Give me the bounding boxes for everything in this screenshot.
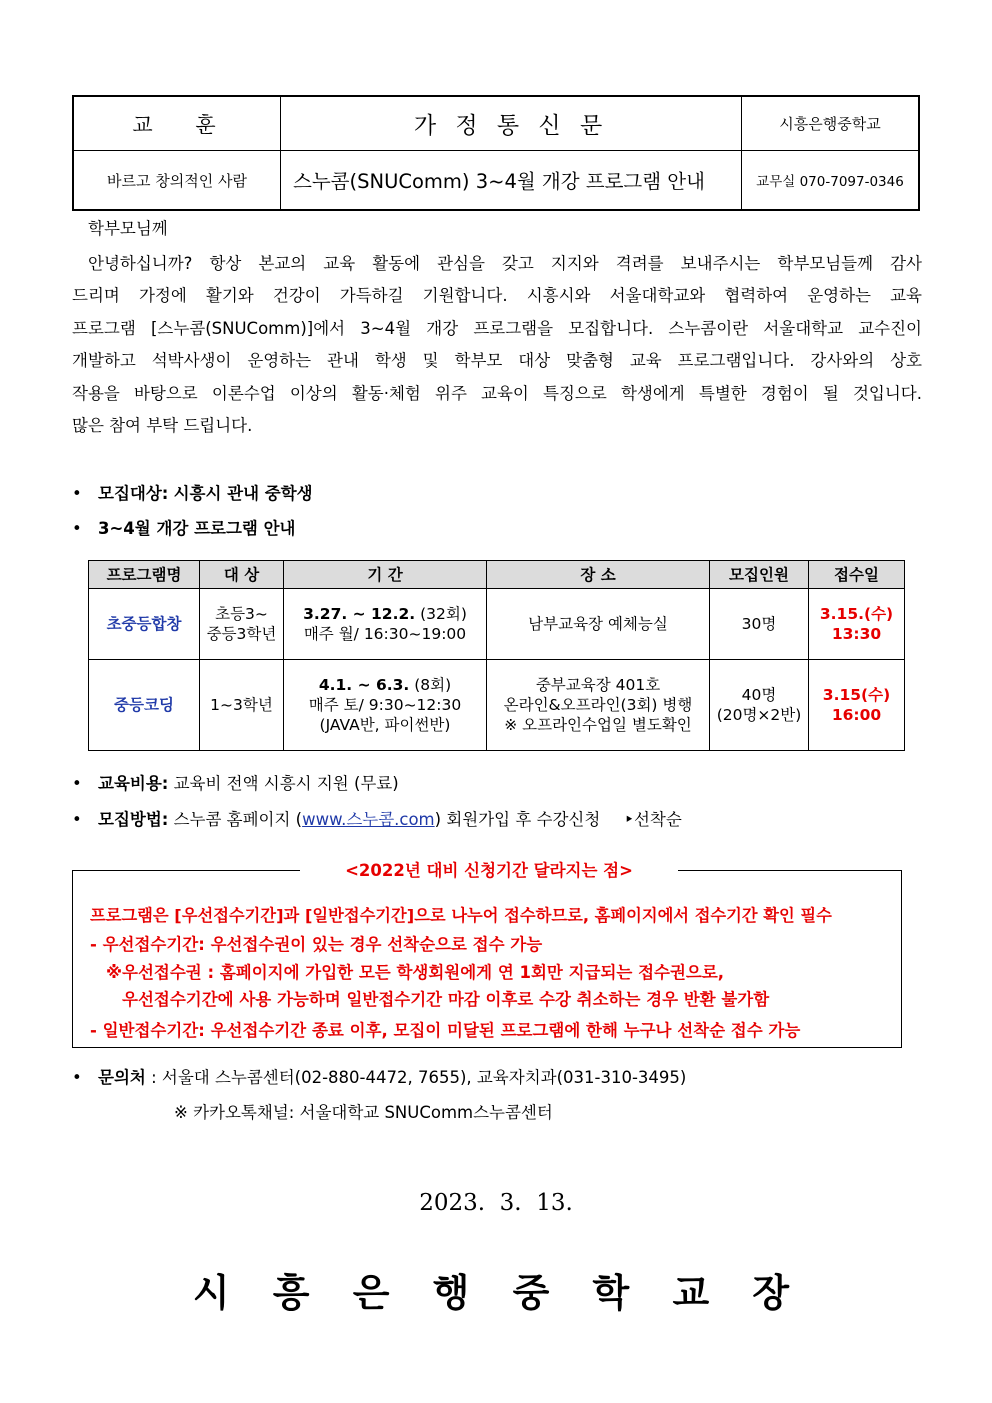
period-cell: 4.1. ~ 6.3. (8회) xyxy=(318,676,452,694)
apply-date: 3.15.(수) xyxy=(819,605,894,623)
bullet-dot: • xyxy=(72,1068,82,1087)
body-line: 안녕하십니까? 항상 본교의 교육 활동에 관심을 갖고 지지와 격려를 보내주시는 학부모님들께 감사 xyxy=(88,254,922,273)
header-table xyxy=(72,95,920,211)
page-title: 가 정 통 신 문 xyxy=(413,113,609,139)
homepage-link[interactable]: www.스누콤.com xyxy=(302,810,435,829)
header-cell: 장 소 xyxy=(487,561,710,589)
bullet-dot: • xyxy=(72,519,82,538)
capacity-cell: 30명 xyxy=(741,615,777,633)
apply-time: 13:30 xyxy=(831,625,882,643)
body-line: 프로그램 [스누콤(SNUComm)]에서 3~4월 개강 프로그램을 모집합니다. 스누콤이란 서울대학교 교수진이 xyxy=(72,318,922,338)
place-cell: 중부교육장 401호 xyxy=(535,676,661,694)
notice-line: 프로그램은 [우선접수기간]과 [일반접수기간]으로 나누어 접수하므로, 홈페이지에서 접수기간 확인 필수 xyxy=(90,906,832,925)
table-header-row xyxy=(89,561,905,589)
bullet-contact xyxy=(72,1067,686,1089)
motto-label: 교 훈 xyxy=(132,112,222,137)
notice-line: 우선접수기간에 사용 가능하며 일반접수기간 마감 이후로 수강 취소하는 경우 반환 불가함 xyxy=(122,990,770,1009)
program-name: 초중등합창 xyxy=(106,615,182,633)
signature-principal: 시 흥 은 행 중 학 교 장 xyxy=(192,1271,800,1315)
period-cell: 3.27. ~ 12.2. (32회) xyxy=(303,605,467,623)
place-cell: 남부교육장 예체능실 xyxy=(528,615,668,633)
table-row xyxy=(89,589,905,660)
contact-value: : 서울대 스누콤센터(02-880-4472, 7655), 교육자치과(031-310-3495) xyxy=(151,1068,687,1087)
target-value: 시흥시 관내 중학생 xyxy=(173,484,313,503)
program-name: 중등코딩 xyxy=(114,696,174,714)
kakao-channel: ※ 카카오톡채널: 서울대학교 SNUComm스누콤센터 xyxy=(174,1103,553,1122)
bullet-dot: • xyxy=(72,484,82,503)
table-row xyxy=(89,660,905,751)
issue-date: 2023. 3. 13. xyxy=(419,1190,573,1216)
notice-line: - 우선접수기간: 우선접수권이 있는 경우 선착순으로 접수 가능 xyxy=(90,935,543,954)
bullet-method xyxy=(72,809,682,831)
header-cell: 접수일 xyxy=(809,561,905,589)
greeting: 학부모님께 xyxy=(88,219,168,238)
school-motto: 바르고 창의적인 사람 xyxy=(107,171,247,190)
capacity-cell: 40명 xyxy=(741,686,777,704)
first-come-note: ‣선착순 xyxy=(624,810,682,829)
school-name: 시흥은행중학교 xyxy=(779,115,881,133)
place-note: ※ 오프라인수업일 별도확인 xyxy=(504,716,692,734)
header-cell: 대 상 xyxy=(200,561,284,589)
bullet-dot: • xyxy=(72,810,82,829)
cost-value: 교육비 전액 시흥시 지원 (무료) xyxy=(173,774,399,793)
notice-line: - 일반접수기간: 우선접수기간 종료 이후, 모집이 미달된 프로그램에 한해 누구나 선착순 접수 가능 xyxy=(90,1021,801,1040)
body-line: 개발하고 석박사생이 운영하는 관내 학생 및 학부모 대상 맞춤형 교육 프로그램입니다. 강사와의 상호 xyxy=(72,351,922,371)
body-line: 작용을 바탕으로 이론수업 이상의 활동·체험 위주 교육이 특징으로 학생에게 특별한 경험이 될 것입니다. xyxy=(72,383,922,403)
period-note: (JAVA반, 파이썬반) xyxy=(319,716,451,734)
contact-label: 문의처 xyxy=(98,1068,146,1087)
body-paragraph xyxy=(72,248,922,442)
notice-line: ※우선접수권 : 홈페이지에 가입한 모든 학생회원에게 연 1회만 지급되는 접수권으로, xyxy=(106,963,725,982)
body-line: 드리며 가정에 활기와 건강이 가득하길 기원합니다. 시흥시와 서울대학교와 협력하여 운영하는 교육 xyxy=(72,286,922,306)
period-schedule: 매주 월/ 16:30~19:00 xyxy=(303,625,467,643)
apply-time: 16:00 xyxy=(831,706,882,724)
program-heading: 3~4월 개강 프로그램 안내 xyxy=(98,519,296,538)
header-cell: 프로그램명 xyxy=(89,561,200,589)
body-line: 많은 참여 부탁 드립니다. xyxy=(72,416,253,436)
target-label: 모집대상: xyxy=(98,484,169,503)
target-cell: 중등3학년 xyxy=(206,625,277,643)
bullet-cost xyxy=(72,773,399,795)
period-schedule: 매주 토/ 9:30~12:30 xyxy=(308,696,462,714)
target-cell: 1~3학년 xyxy=(210,696,273,714)
method-text: ) 회원가입 후 수강신청 xyxy=(434,810,601,829)
cost-label: 교육비용: xyxy=(98,774,169,793)
document-subject: 스누콤(SNUComm) 3~4월 개강 프로그램 안내 xyxy=(293,170,705,193)
header-cell: 모집인원 xyxy=(710,561,809,589)
notice-title: <2022년 대비 신청기간 달라지는 점> xyxy=(300,857,678,885)
capacity-detail: (20명×2반) xyxy=(716,706,802,724)
method-label: 모집방법: xyxy=(98,810,169,829)
office-phone: 교무실 070-7097-0346 xyxy=(756,174,904,190)
program-table xyxy=(88,560,905,751)
header-cell: 기 간 xyxy=(284,561,487,589)
bullet-dot: • xyxy=(72,774,82,793)
bullet-program xyxy=(72,518,295,540)
place-cell: 온라인&오프라인(3회) 병행 xyxy=(503,696,693,714)
bullet-target xyxy=(72,483,313,505)
target-cell: 초등3~ xyxy=(215,605,268,623)
method-text: 스누콤 홈페이지 ( xyxy=(173,810,303,829)
apply-date: 3.15(수) xyxy=(822,686,891,704)
